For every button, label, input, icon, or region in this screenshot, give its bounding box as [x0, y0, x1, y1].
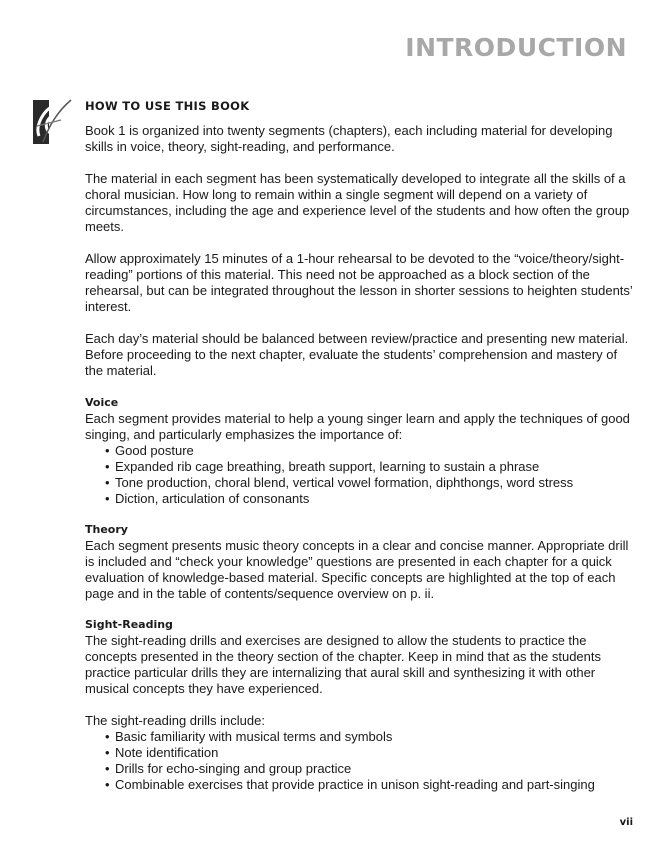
list-item: • Diction, articulation of consonants	[105, 491, 635, 507]
intro-paragraph-4: Each day’s material should be balanced between review/practice and presenting new material. Before proceeding to the next chapter, evaluate the students’ comprehension and mastery of the material.	[85, 331, 629, 378]
list-item: • Combinable exercises that provide practice in unison sight-reading and part-singing	[105, 777, 635, 793]
voice-heading: Voice	[85, 396, 119, 409]
list-item: • Expanded rib cage breathing, breath support, learning to sustain a phrase	[105, 459, 635, 475]
essential-elements-logo-icon	[33, 96, 73, 152]
sight-reading-heading: Sight-Reading	[85, 618, 173, 631]
intro-paragraph-3: Allow approximately 15 minutes of a 1-hour rehearsal to be devoted to the “voice/theory/sight-reading” portions of this material. This need not be approached as a block section of the rehearsal, but can be integrated throughout the lesson in shorter sessions to heighten students’ interest.	[85, 251, 633, 314]
list-item: • Basic familiarity with musical terms and symbols	[105, 729, 635, 745]
intro-paragraph-2: The material in each segment has been systematically developed to integrate all the skills of a choral musician. How long to remain within a single segment will depend on a variety of circumstances, including the age and experience level of the students and how often the group meets.	[85, 171, 630, 234]
voice-text: Each segment provides material to help a young singer learn and apply the techniques of good singing, and particularly emphasizes the importance of:	[85, 411, 630, 442]
page-number: vii	[619, 817, 633, 828]
sight-reading-list	[85, 729, 635, 793]
theory-heading: Theory	[85, 523, 128, 536]
section-title: HOW TO USE THIS BOOK	[85, 99, 250, 113]
voice-section	[85, 395, 635, 507]
list-item: • Tone production, choral blend, vertical vowel formation, diphthongs, word stress	[105, 475, 635, 491]
page-title: INTRODUCTION	[405, 33, 627, 62]
list-item: • Drills for echo-singing and group practice	[105, 761, 635, 777]
theory-section	[85, 522, 635, 602]
intro-paragraph-1: Book 1 is organized into twenty segments (chapters), each including material for developing skills in voice, theory, sight-reading, and performance.	[85, 123, 613, 154]
sight-reading-intro: The sight-reading drills include:	[85, 713, 265, 728]
page-content	[85, 98, 635, 793]
list-item: • Note identification	[105, 745, 635, 761]
theory-text: Each segment presents music theory concepts in a clear and concise manner. Appropriate drill is included and “check your knowledge” questions are presented in each chapter for a quick evaluation of knowledge-based material. Specific concepts are highlighted at the top of each page and in the table of contents/sequence overview on p. ii.	[85, 538, 629, 601]
sight-reading-section	[85, 617, 635, 793]
sight-reading-text: The sight-reading drills and exercises are designed to allow the students to practice the concepts presented in the theory section of the chapter. Keep in mind that as the students practice particular drills they are internalizing that aural skill and synthesizing it with other musical concepts they have experienced.	[85, 633, 601, 696]
list-item: • Good posture	[105, 443, 635, 459]
voice-list	[85, 443, 635, 507]
